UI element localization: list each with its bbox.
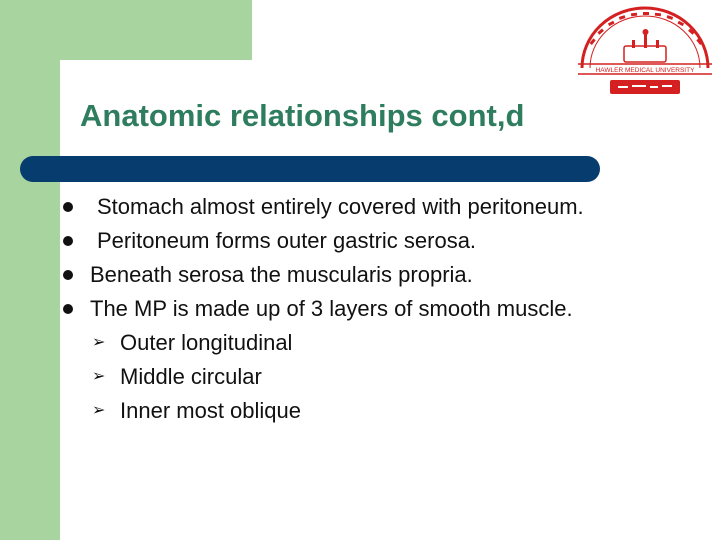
bullet-dot-icon bbox=[63, 270, 73, 280]
top-green-band bbox=[0, 0, 252, 60]
university-crest-icon bbox=[572, 2, 718, 102]
bullet-dot-icon bbox=[63, 304, 73, 314]
logo-emblem bbox=[624, 29, 666, 62]
sub-bullet-item bbox=[0, 394, 700, 428]
arrow-right-icon: ➢ bbox=[92, 334, 106, 351]
slide-title: Anatomic relationships cont,d bbox=[80, 98, 525, 133]
bullet-dot-icon bbox=[63, 202, 73, 212]
logo-banner-text: HAWLER MEDICAL UNIVERSITY bbox=[595, 67, 695, 74]
sub-bullet-item bbox=[0, 326, 700, 360]
bullet-text: Stomach almost entirely covered with peritoneum. bbox=[97, 194, 584, 219]
bullet-item bbox=[0, 258, 700, 292]
bullet-list bbox=[0, 190, 700, 428]
bullet-item bbox=[0, 224, 700, 258]
bullet-text: Peritoneum forms outer gastric serosa. bbox=[97, 228, 477, 253]
bullet-text: The MP is made up of 3 layers of smooth muscle. bbox=[90, 296, 573, 321]
bullet-text: Beneath serosa the muscularis propria. bbox=[90, 262, 473, 287]
sub-bullet-text: Inner most oblique bbox=[120, 398, 301, 423]
sub-bullet-text: Middle circular bbox=[120, 364, 262, 389]
title-underline-bar bbox=[20, 156, 600, 182]
arrow-right-icon: ➢ bbox=[92, 402, 106, 419]
sub-bullet-item bbox=[0, 360, 700, 394]
bullet-item bbox=[0, 292, 700, 326]
sub-bullet-text: Outer longitudinal bbox=[120, 330, 293, 355]
arrow-right-icon: ➢ bbox=[92, 368, 106, 385]
bullet-dot-icon bbox=[63, 236, 73, 246]
bullet-item bbox=[0, 190, 700, 224]
